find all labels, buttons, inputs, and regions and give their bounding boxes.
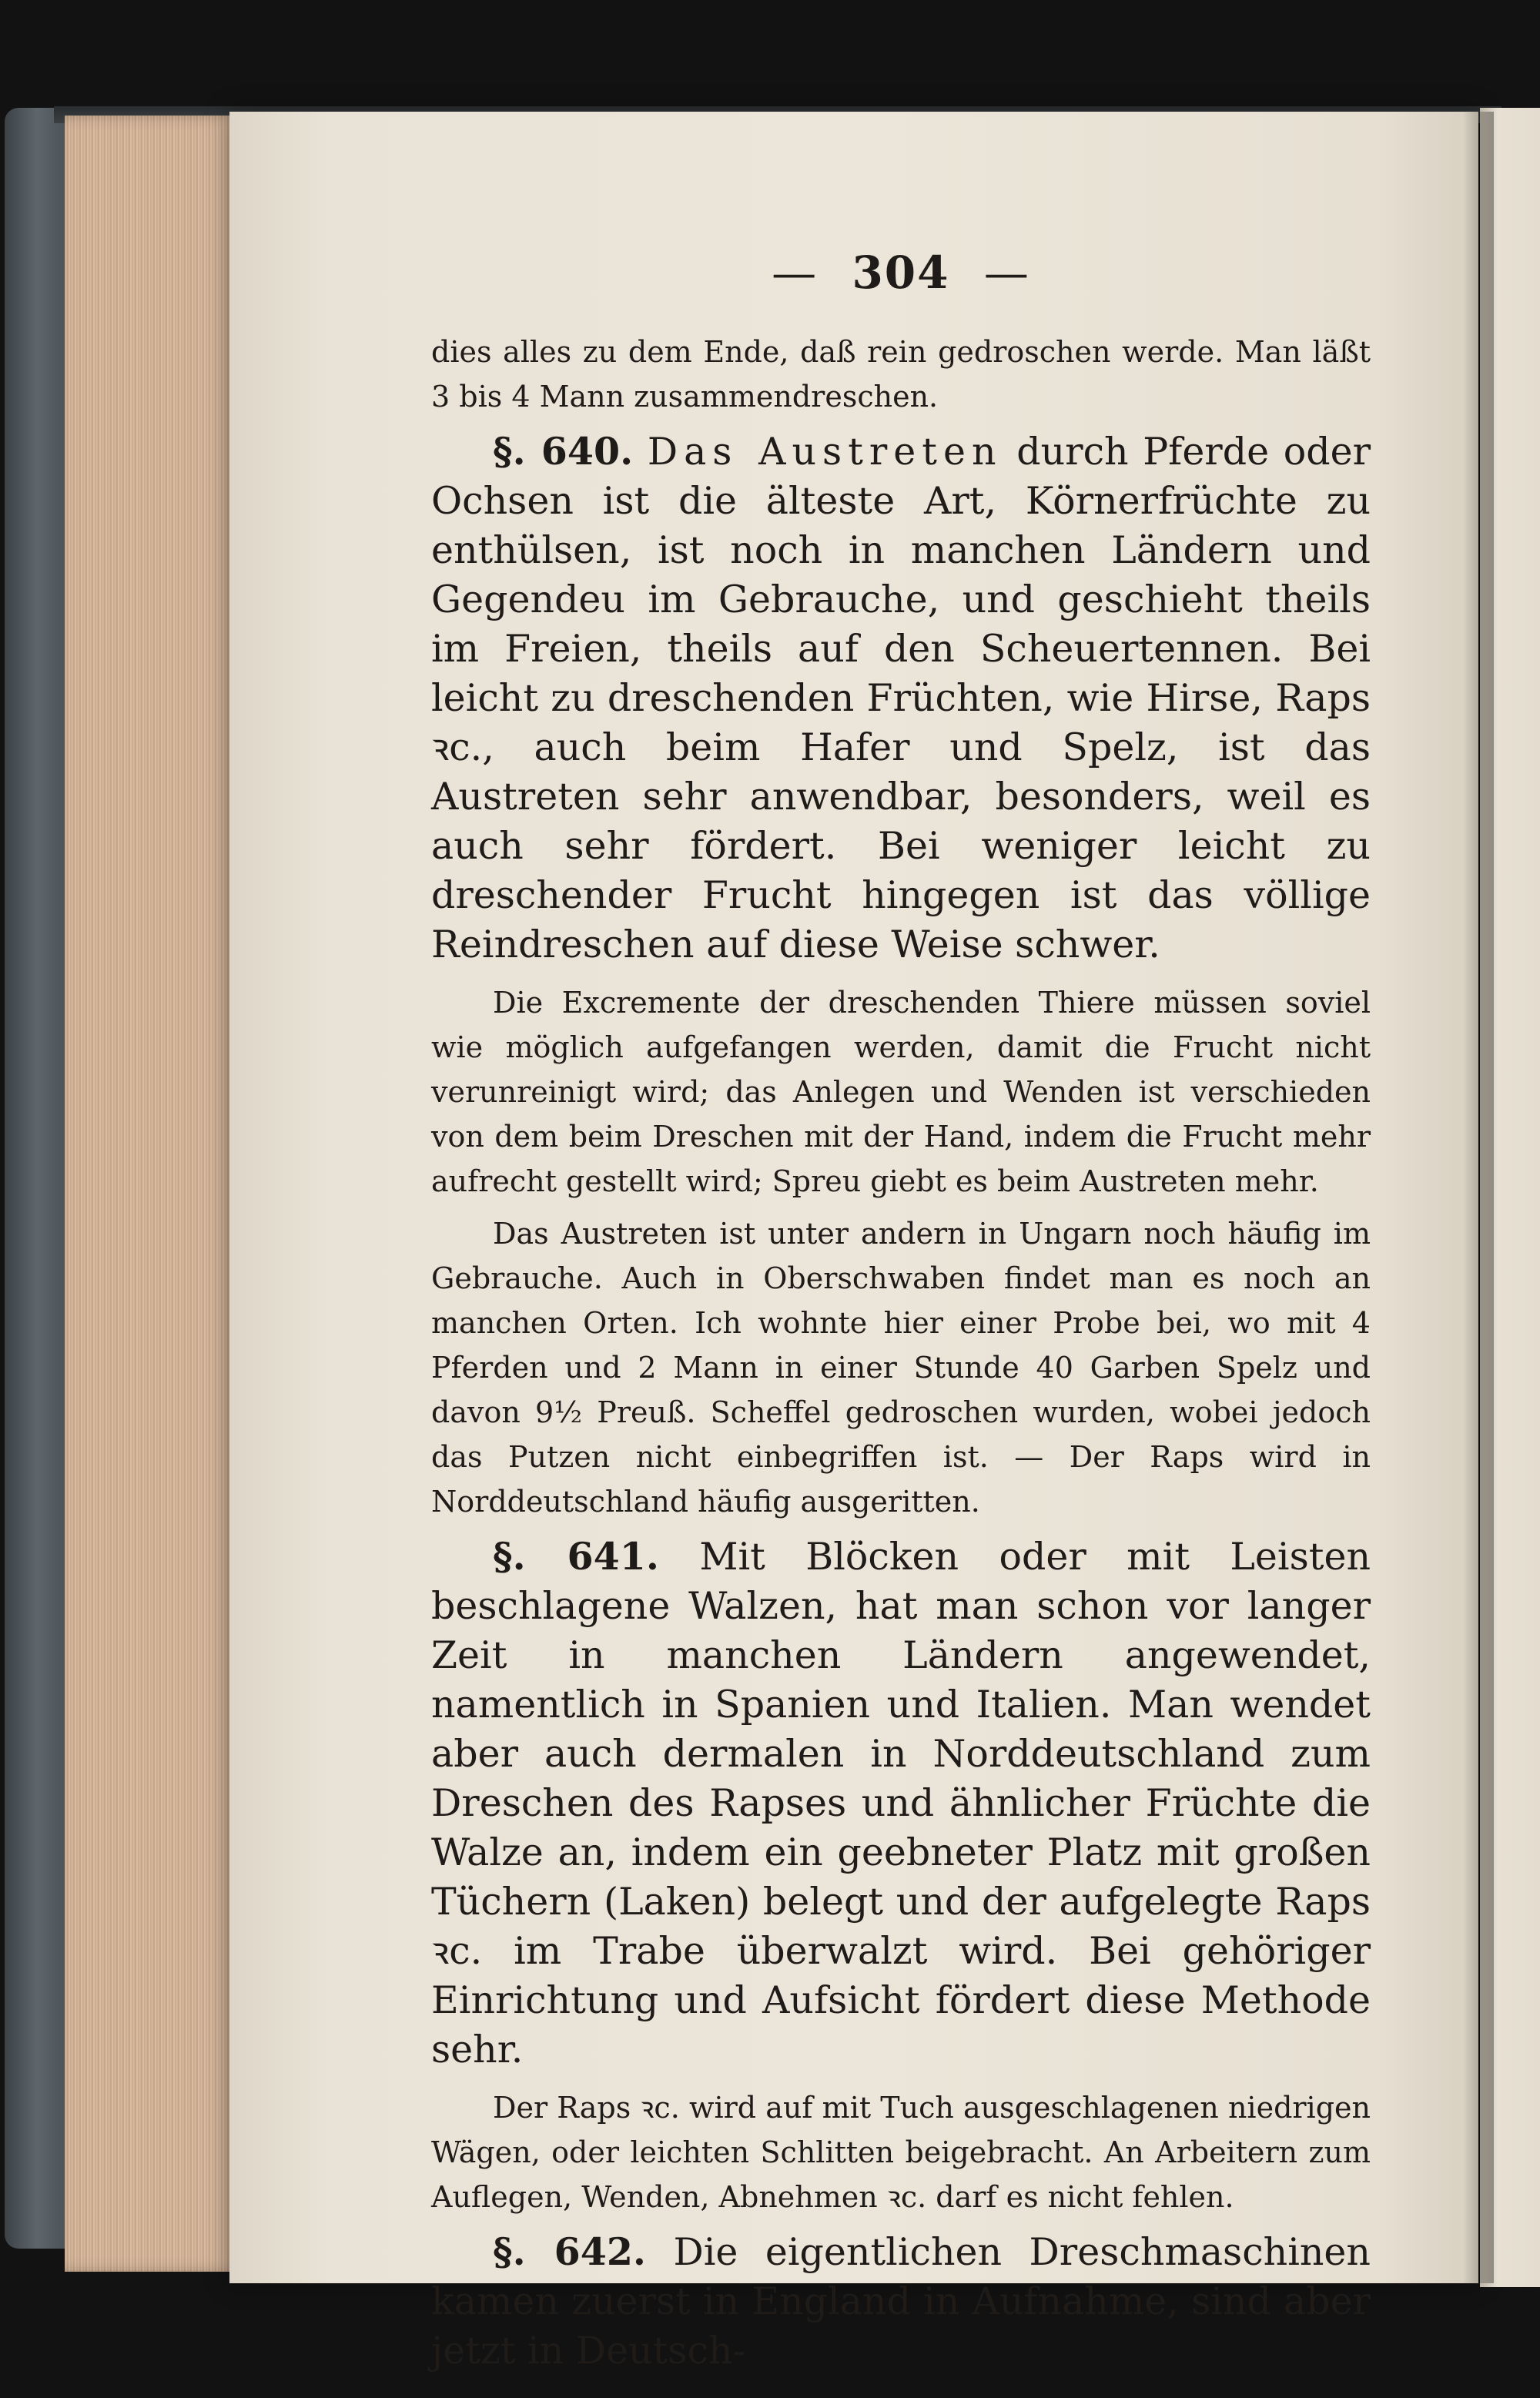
note-paragraph [431,980,1371,1204]
section-number: §. 642. [493,2229,646,2274]
page-number-header [431,246,1371,299]
section-text: Mit Blöcken oder mit Leisten beschlagene Walzen, hat man schon vor langer Zeit in manchen Ländern angewendet, namentlich in Spanien und Italien. Man wendet aber auch dermalen in Norddeutschland zum Dreschen des Rapses und ähnlicher Früchte die Walze an, indem ein geebneter Platz mit großen Tüchern (Laken) belegt und der aufgelegte Raps ꝛc. im Trabe überwalzt wird. Bei gehöriger Einrichtung und Aufsicht fördert diese Methode sehr. [431,1535,1371,2071]
page-content [431,246,1371,2386]
note-text: Der Raps ꝛc. wird auf mit Tuch ausgeschlagenen niedrigen Wägen, oder leichten Schlitten beigebracht. An Arbeitern zum Auflegen, Wenden, Abnehmen ꝛc. darf es nicht fehlen. [431,2091,1371,2214]
dash-right: — [983,246,1030,299]
section-text: durch Pferde oder Ochsen ist die älteste Art, Körnerfrüchte zu enthülsen, ist noch in manchen Ländern und Gegendeu im Gebrauche, und geschieht theils im Freien, theils auf den Scheuertennen. Bei leicht zu dreschenden Früchten, wie Hirse, Raps ꝛc., auch beim Hafer und Spelz, ist das Austreten sehr anwendbar, besonders, weil es auch sehr fördert. Bei weniger leicht zu dreschender Frucht hingegen ist das völlige Reindreschen auf diese Weise schwer. [431,430,1371,966]
section-642 [431,2227,1371,2376]
gutter-shadow [1463,112,1494,2283]
section-number: §. 641. [493,1534,659,1579]
section-641 [431,1532,1371,2075]
page-edges [65,116,242,2272]
continuation-paragraph [431,330,1371,419]
note-paragraph [431,1211,1371,1524]
section-lead: Das Austreten [647,430,1003,474]
note-paragraph [431,2085,1371,2219]
section-number: §. 640. [493,429,634,474]
dash-left: — [772,246,819,299]
paragraph-text: dies alles zu dem Ende, daß rein gedroschen werde. Man läßt 3 bis 4 Mann zusammendreschen. [431,335,1371,414]
section-640 [431,427,1371,970]
note-text: Das Austreten ist unter andern in Ungarn noch häufig im Gebrauche. Auch in Oberschwaben findet man es noch an manchen Orten. Ich wohnte hier einer Probe bei, wo mit 4 Pferden und 2 Mann in einer Stunde 40 Garben Spelz und davon 9½ Preuß. Scheffel gedroschen wurden, wobei jedoch das Putzen nicht einbegriffen ist. — Der Raps wird in Norddeutschland häufig ausgeritten. [431,1217,1371,1519]
page-number: 304 [852,246,950,299]
note-text: Die Excremente der dreschenden Thiere müssen soviel wie möglich aufgefangen werden, damit die Frucht nicht verunreinigt wird; das Anlegen und Wenden ist verschieden von dem beim Dreschen mit der Hand, indem die Frucht mehr aufrecht gestellt wird; Spreu giebt es beim Austreten mehr. [431,986,1371,1198]
section-text: Die eigentlichen Dreschmaschinen kamen zuerst in England in Aufnahme, sind aber jetzt in Deutsch- [431,2230,1371,2373]
